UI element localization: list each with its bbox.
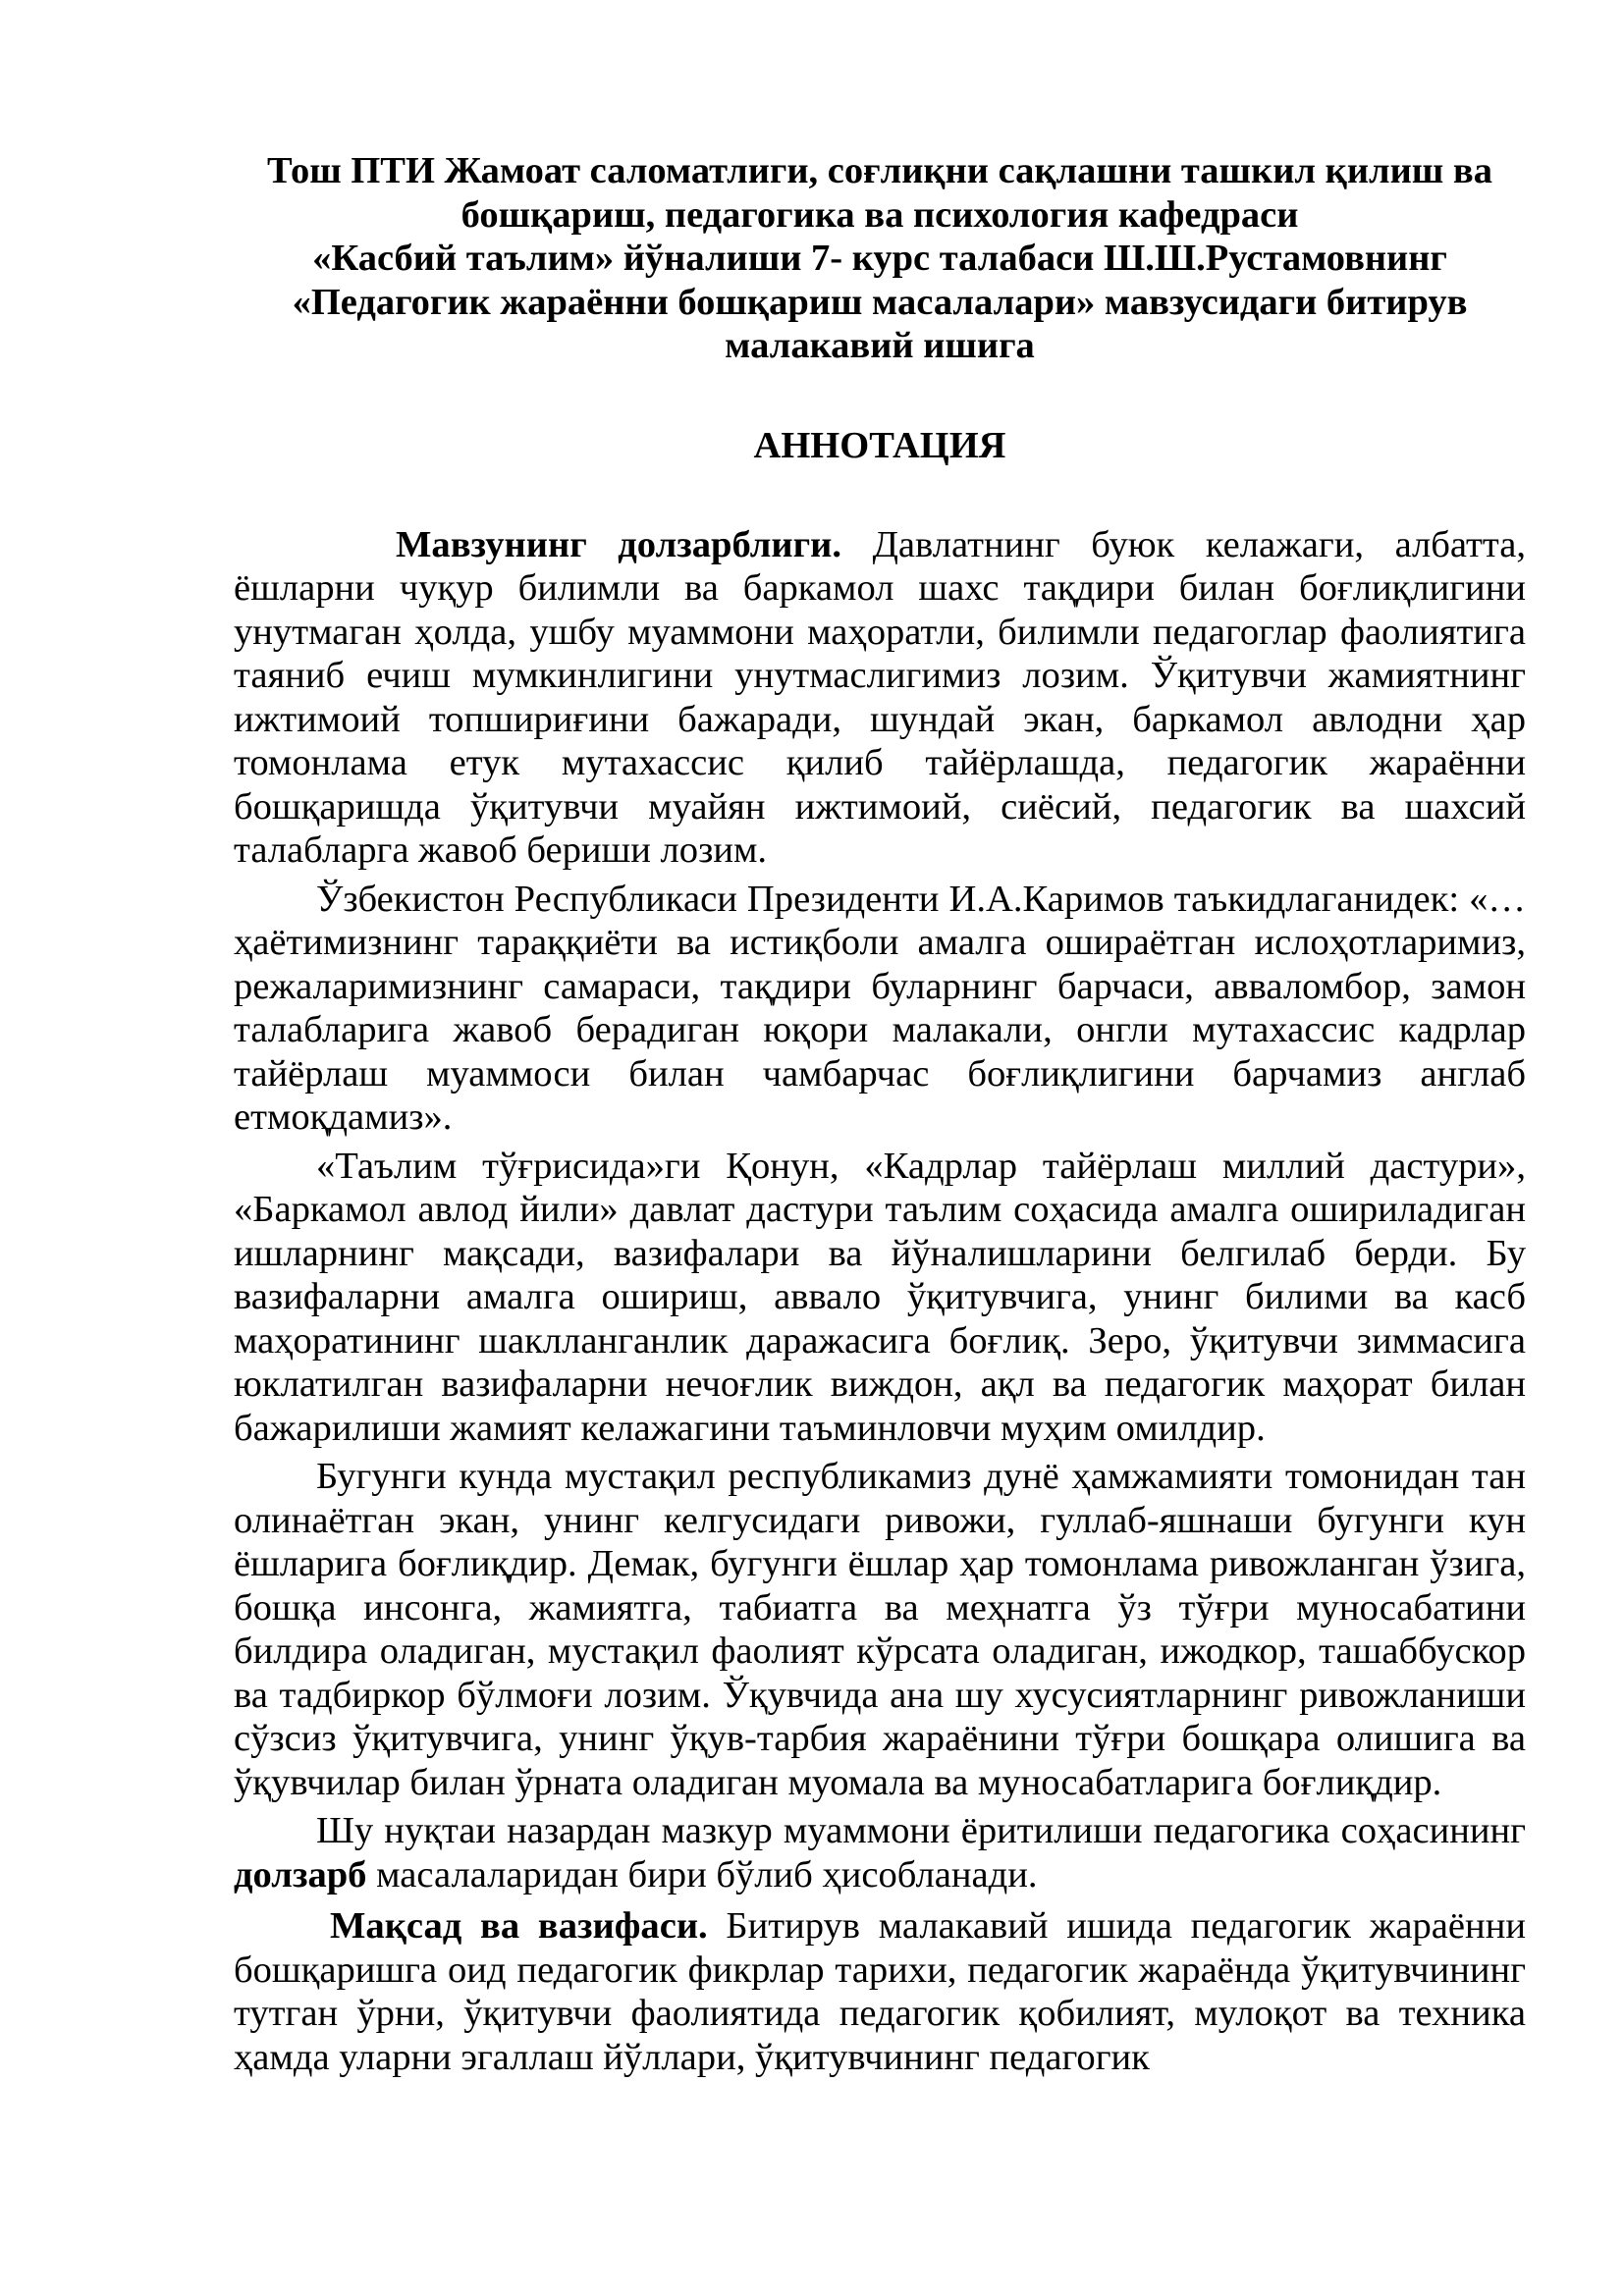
paragraph-president-quote: Ўзбекистон Республикаси Президенти И.А.Каримов таъкидлаганидек: «…ҳаётимизнинг тараққиёти ва истиқболи амалга ошираётган ислоҳотларимиз, режаларимизнинг самараси, тақдири буларнинг барчаси, авваломбор, замон талабларига жавоб берадиган юқори малакали, онгли мутахассис кадрлар тайёрлаш муаммоси билан чамбарчас боғлиқлигини барчамиз англаб етмоқдамиз». bbox=[234, 878, 1526, 1138]
header-line: малакавий ишига bbox=[725, 325, 1035, 366]
document-header bbox=[234, 149, 1526, 368]
paragraph-text: Шу нуқтаи назардан мазкур муаммони ёритилиши педагогика соҳасининг bbox=[316, 1810, 1526, 1851]
paragraph-text: Давлатнинг буюк келажаги, албатта, ёшларни чуқур билимли ва баркамол шахс тақдири билан боғлиқлигини унутмаган ҳолда, ушбу муаммони маҳоратли, билимли педагоглар фаолиятига таяниб ечиш мумкинлигини унутмаслигимиз лозим. Ўқитувчи жамиятнинг ижтимоий топшириғини бажаради, шундай экан, баркамол авлодни ҳар томонлама етук мутахассис қилиб тайёрлашда, педагогик жараённи бошқаришда ўқитувчи муайян ижтимоий, сиёсий, педагогик ва шахсий талабларга жавоб бериши лозим. bbox=[234, 523, 1526, 871]
paragraph-text: Битирув малакавий ишида педагогик жараённи бошқаришга оид педагогик фикрлар тарихи, педагогик жараёнда ўқитувчининг тутган ўрни, ўқитувчи фаолиятида педагогик қобилият, мулоқот ва техника ҳамда уларни эгаллаш йўллари, ўқитувчининг педагогик bbox=[234, 1905, 1526, 2078]
document-title: АННОТАЦИЯ bbox=[753, 424, 1006, 466]
paragraph-bold-word: долзарб bbox=[234, 1853, 367, 1896]
header-line: бошқариш, педагогика ва психология кафедраси bbox=[460, 193, 1299, 236]
paragraph-law: «Таълим тўғрисида»ги Қонун, «Кадрлар тайёрлаш миллий дастури», «Баркамол авлод йили» давлат дастури таълим соҳасида амалга ошириладиган ишларнинг мақсади, вазифалари ва йўналишларини белгилаб берди. Бу вазифаларни амалга ошириш, аввало ўқитувчига, унинг билими ва касб маҳоратининг шаклланганлик даражасига боғлиқ. Зеро, ўқитувчи зиммасига юклатилган вазифаларни нечоғлик виждон, ақл ва педагогик маҳорат билан бажарилиши жамият келажагини таъминловчи муҳим омилдир. bbox=[234, 1145, 1526, 1449]
document-page bbox=[234, 149, 1526, 2084]
header-line: Тош ПТИ Жамоат саломатлиги, соғлиқни сақлашни ташкил қилиш ва bbox=[267, 150, 1492, 191]
paragraph-text: масалаларидан бири бўлиб ҳисобланади. bbox=[366, 1853, 1038, 1896]
paragraph-conclusion bbox=[234, 1809, 1526, 1896]
document-body bbox=[234, 523, 1526, 2080]
header-line: «Касбий таълим» йўналиши 7- курс талабаси Ш.Ш.Рустамовнинг bbox=[312, 238, 1447, 279]
paragraph-lead-relevance: Мавзунинг долзарблиги. bbox=[396, 523, 842, 565]
paragraph-lead-goals: Мақсад ва вазифаси. bbox=[330, 1905, 708, 1947]
paragraph-relevance bbox=[234, 523, 1526, 873]
paragraph-today: Бугунги кунда мустақил республикамиз дунё ҳамжамияти томонидан тан олинаётган экан, унинг келгусидаги ривожи, гуллаб-яшнаши бугунги кун ёшларига боғлиқдир. Демак, бугунги ёшлар ҳар томонлама ривожланган ўзига, бошқа инсонга, жамиятга, табиатга ва меҳнатга ўз тўғри муносабатини билдира оладиган, мустақил фаолият кўрсата оладиган, ижодкор, ташаббускор ва тадбиркор бўлмоғи лозим. Ўқувчида ана шу хусусиятларнинг ривожланиши сўзсиз ўқитувчига, унинг ўқув-тарбия жараёнини тўғри бошқара олишига ва ўқувчилар билан ўрната оладиган муомала ва муносабатларига боғлиқдир. bbox=[234, 1456, 1526, 1803]
header-line: «Педагогик жараённи бошқариш масалалари» мавзусидаги битирув bbox=[292, 281, 1468, 323]
paragraph-goals bbox=[234, 1904, 1526, 2079]
